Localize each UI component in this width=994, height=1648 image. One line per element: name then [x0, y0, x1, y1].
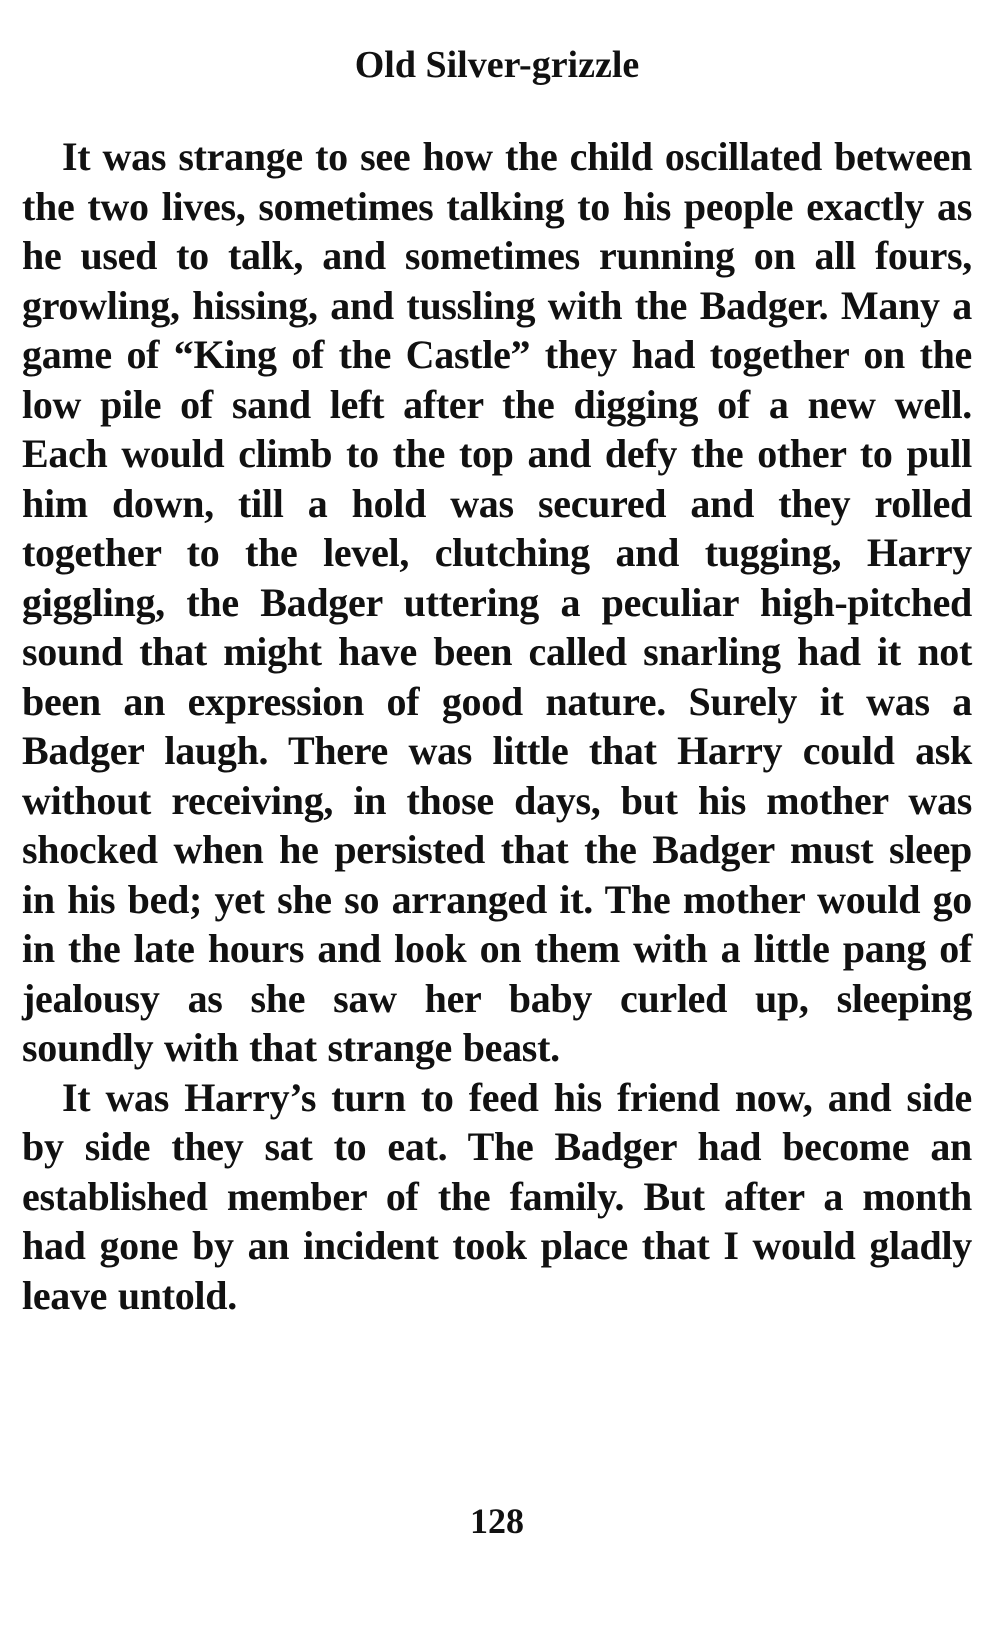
paragraph-2: It was Harry’s turn to feed his friend now, and side by side they sat to eat. The Badger had become an established member of the family. But after a month had gone by an incident took place that I would gladly leave untold.	[22, 1074, 972, 1318]
paragraph-1: It was strange to see how the child oscillated between the two lives, sometimes talking to his people exactly as he used to talk, and sometimes running on all fours, growling, hissing, and tussling with the Badger. Many a game of “King of the Castle” they had together on the low pile of sand left after the digging of a new well. Each would climb to the top and defy the other to pull him down, till a hold was secured and they rolled together to the level, clutching and tugging, Harry giggling, the Badger uttering a peculiar high-pitched sound that might have been called snarling had it not been an expression of good nature. Surely it was a Badger laugh. There was little that Harry could ask without receiving, in those days, but his mother was shocked when he persisted that the Badger must sleep in his bed; yet she so arranged it. The mother would go in the late hours and look on them with a little pang of jealousy as she saw her baby curled up, sleeping soundly with that strange beast.	[22, 134, 972, 1070]
running-head: Old Silver-grizzle	[354, 44, 640, 86]
body-text	[22, 132, 972, 1320]
page-number: 128	[470, 1501, 524, 1541]
